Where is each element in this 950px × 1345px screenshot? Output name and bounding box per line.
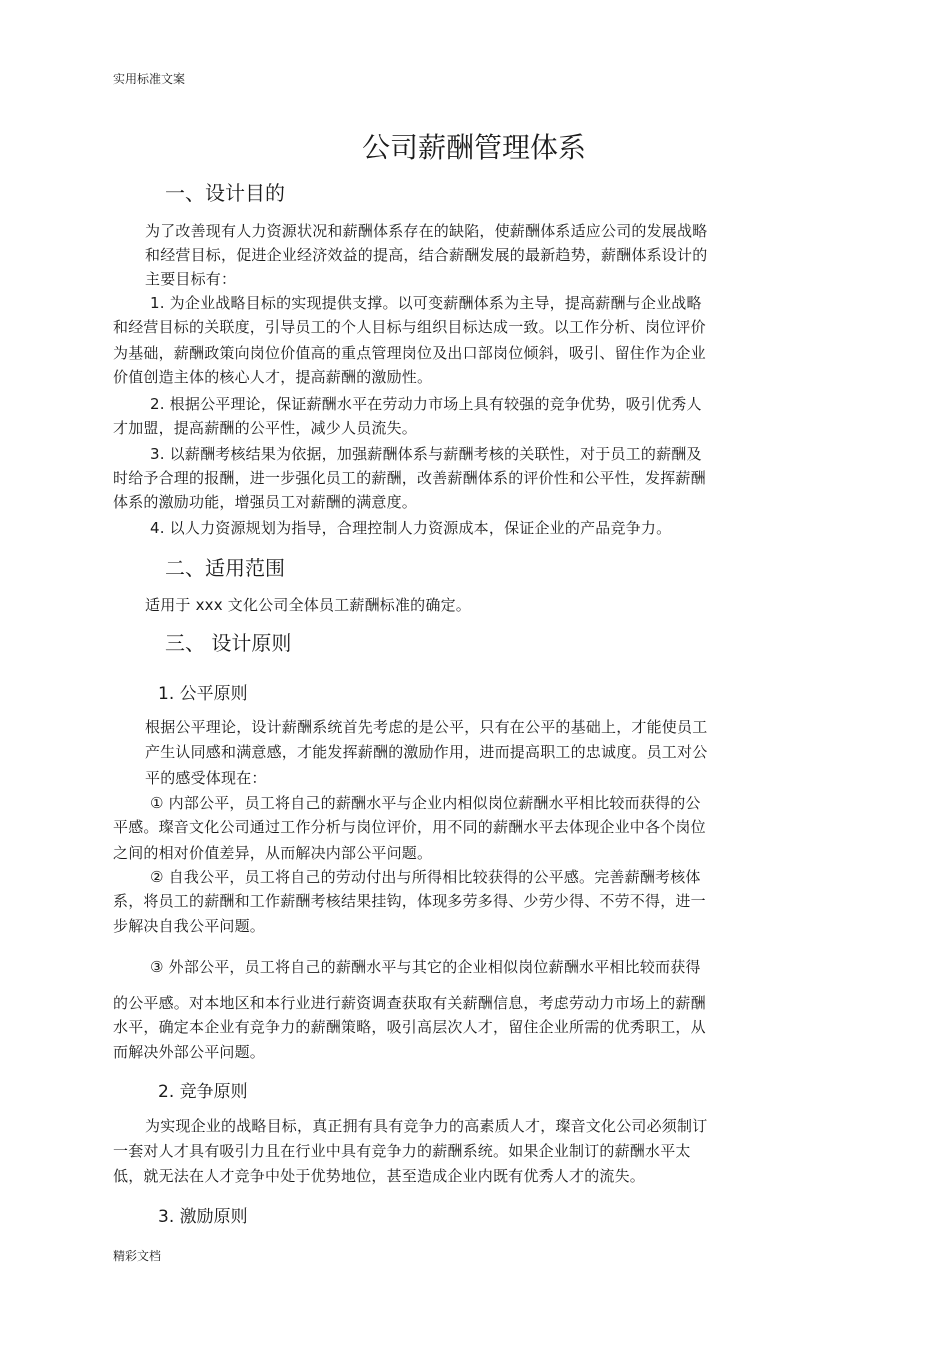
page-footer: 精彩文档 [113, 1249, 162, 1263]
subsection-heading-competition: 2. 竞争原则 [158, 1082, 248, 1102]
list-item-line: 水平，确定本企业有竞争力的薪酬策略，吸引高层次人才，留住企业所需的优秀职工，从 [113, 1018, 706, 1036]
paragraph-line: 一套对人才具有吸引力且在行业中具有竞争力的薪酬系统。如果企业制订的薪酬水平太 [113, 1142, 691, 1160]
subsection-heading-incentive: 3. 激励原则 [158, 1207, 248, 1227]
list-item-line: 体系的激励功能，增强员工对薪酬的满意度。 [113, 493, 418, 511]
list-item-line: 而解决外部公平问题。 [113, 1043, 266, 1061]
list-item-line: 2. 根据公平理论，保证薪酬水平在劳动力市场上具有较强的竞争优势，吸引优秀人 [150, 395, 702, 413]
paragraph-line: 为实现企业的战略目标，真正拥有具有竞争力的高素质人才，璨音文化公司必须制订 [145, 1117, 708, 1135]
list-item-line: 和经营目标的关联度，引导员工的个人目标与组织目标达成一致。以工作分析、岗位评价 [113, 318, 706, 336]
list-item-line: 1. 为企业战略目标的实现提供支撑。以可变薪酬体系为主导，提高薪酬与企业战略 [150, 294, 702, 312]
document-title: 公司薪酬管理体系 [362, 131, 587, 164]
section-heading-principles: 三、 设计原则 [165, 631, 292, 655]
section-heading-purpose: 一、设计目的 [165, 181, 285, 205]
list-item-line: 4. 以人力资源规划为指导，合理控制人力资源成本，保证企业的产品竞争力。 [150, 519, 672, 537]
section-heading-scope: 二、适用范围 [165, 556, 285, 580]
list-item-line: 为基础，薪酬政策向岗位价值高的重点管理岗位及出口部岗位倾斜，吸引、留住作为企业 [113, 344, 706, 362]
list-item-line: 平感。璨音文化公司通过工作分析与岗位评价，用不同的薪酬水平去体现企业中各个岗位 [113, 818, 706, 836]
list-item-line: 之间的相对价值差异，从而解决内部公平问题。 [113, 844, 433, 862]
list-item-line: ③ 外部公平，员工将自己的薪酬水平与其它的企业相似岗位薪酬水平相比较而获得 [150, 958, 701, 976]
list-item-line: ② 自我公平，员工将自己的劳动付出与所得相比较获得的公平感。完善薪酬考核体 [150, 868, 701, 886]
list-item-line: 的公平感。对本地区和本行业进行薪资调查获取有关薪酬信息，考虑劳动力市场上的薪酬 [113, 994, 706, 1012]
list-item-line: 价值创造主体的核心人才，提高薪酬的激励性。 [113, 368, 433, 386]
paragraph-line: 为了改善现有人力资源状况和薪酬体系存在的缺陷，使薪酬体系适应公司的发展战略 [145, 222, 708, 240]
list-item-line: 步解决自我公平问题。 [113, 917, 266, 935]
paragraph-line: 根据公平理论，设计薪酬系统首先考虑的是公平，只有在公平的基础上，才能使员工 [145, 718, 708, 736]
paragraph-line: 和经营目标，促进企业经济效益的提高，结合薪酬发展的最新趋势，薪酬体系设计的 [145, 246, 708, 264]
paragraph-line: 主要目标有： [145, 270, 237, 288]
paragraph-line: 适用于 xxx 文化公司全体员工薪酬标准的确定。 [145, 596, 471, 614]
list-item-line: ① 内部公平，员工将自己的薪酬水平与企业内相似岗位薪酬水平相比较而获得的公 [150, 794, 701, 812]
list-item-line: 才加盟，提高薪酬的公平性，减少人员流失。 [113, 419, 418, 437]
subsection-heading-fairness: 1. 公平原则 [158, 684, 248, 704]
list-item-line: 时给予合理的报酬，进一步强化员工的薪酬，改善薪酬体系的评价性和公平性，发挥薪酬 [113, 469, 706, 487]
paragraph-line: 产生认同感和满意感，才能发挥薪酬的激励作用，进而提高职工的忠诚度。员工对公 [145, 743, 708, 761]
page-header: 实用标准文案 [113, 72, 186, 86]
list-item-line: 系，将员工的薪酬和工作薪酬考核结果挂钩，体现多劳多得、少劳少得、不劳不得，进一 [113, 892, 706, 910]
paragraph-line: 低，就无法在人才竞争中处于优势地位，甚至造成企业内既有优秀人才的流失。 [113, 1167, 646, 1185]
list-item-line: 3. 以薪酬考核结果为依据，加强薪酬体系与薪酬考核的关联性，对于员工的薪酬及 [150, 445, 702, 463]
paragraph-line: 平的感受体现在： [145, 769, 267, 787]
